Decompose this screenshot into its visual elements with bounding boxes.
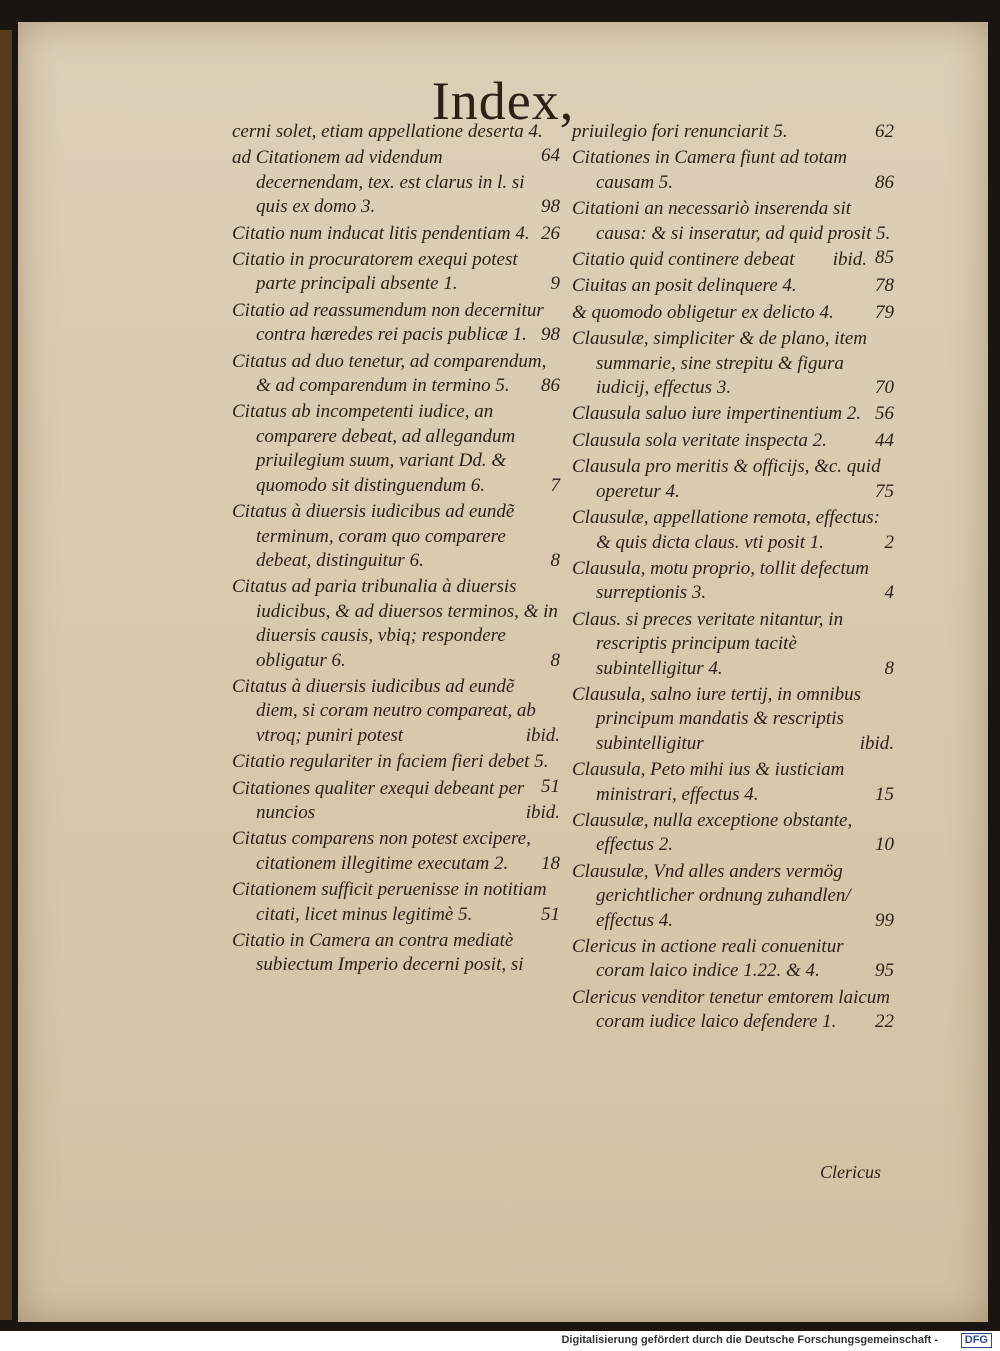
index-entry — [572, 986, 894, 1035]
index-entry-page: 44 — [875, 429, 894, 451]
index-entry-page: 62 — [875, 121, 894, 142]
index-entry-page: 85 — [875, 247, 894, 269]
index-entry-page: 4 — [884, 582, 894, 604]
index-entry-page: 51 — [541, 903, 560, 925]
index-entry-page: 95 — [875, 960, 894, 982]
index-entry — [232, 777, 560, 826]
index-entry-page: 51 — [541, 775, 560, 797]
index-entry-text: Clausula saluo iure impertinentium 2. — [572, 403, 862, 425]
index-entry — [232, 299, 560, 348]
index-entry-text: ad Citationem ad videndum decernendam, tex. est clarus in l. si quis ex domo 3. — [232, 147, 530, 218]
index-entry-text: Clausulæ, simpliciter & de plano, item summarie, sine strepitu & figura iudicij, effectus 3. — [572, 328, 872, 399]
index-entry-text: Citatus comparens non potest excipere, citationem illegitime executam 2. — [232, 828, 536, 874]
index-entry — [232, 827, 560, 876]
index-entry-text: Ciuitas an posit delinquere 4. — [572, 275, 797, 297]
index-entry-text: Citatus à diuersis iudicibus ad eundẽ terminum, coram quo comparere debeat, distinguitur 6. — [232, 501, 520, 571]
index-entry-text: priuilegio fori renunciarit 5. — [572, 121, 788, 142]
index-entry-text: Clausulæ, appellatione remota, effectus: & quis dicta claus. vti posit 1. — [572, 507, 885, 553]
digitization-footer — [0, 1331, 1000, 1351]
index-entry — [572, 506, 894, 555]
index-entry — [572, 557, 894, 606]
page-title: Index, — [431, 71, 575, 131]
index-entry-text: Clausula, Peto mihi ius & iusticiam ministrari, effectus 4. — [572, 759, 850, 805]
index-entry — [232, 120, 560, 167]
index-entry-page: 98 — [541, 196, 560, 218]
index-entry — [232, 500, 560, 573]
index-entry-text: Clericus in actione reali conuenitur coram laico indice 1.22. & 4. — [572, 936, 849, 982]
index-entry — [572, 809, 894, 858]
index-entry — [232, 750, 560, 797]
index-entry — [232, 878, 560, 927]
index-entry-page: 98 — [541, 324, 560, 346]
index-entry — [572, 683, 894, 756]
index-entry-text: & quomodo obligetur ex delicto 4. — [572, 301, 834, 323]
dfg-logo: DFG — [961, 1333, 992, 1348]
index-entry — [232, 929, 560, 978]
index-entry-page: 7 — [550, 474, 560, 496]
index-entry — [572, 935, 894, 984]
index-entry — [572, 608, 894, 681]
index-entry-text: Citatio ad reassumendum non decernitur contra hæredes rei pacis publicæ 1. — [232, 299, 549, 346]
index-entry-page: ibid. — [525, 724, 560, 746]
index-entry-page: ibid. — [525, 801, 560, 823]
index-entry-page: 8 — [550, 649, 560, 671]
index-entry-page: 75 — [875, 480, 894, 502]
index-entry — [572, 402, 894, 426]
index-entry — [232, 575, 563, 673]
index-entry-page: ibid. — [832, 249, 867, 271]
index-entry-page: 15 — [875, 783, 894, 805]
index-entry — [572, 860, 894, 933]
index-entry-text: Citationi an necessariò inserenda sit causa: & si inseratur, ad quid prosit 5. — [572, 198, 891, 244]
footer-text: Digitalisierung gefördert durch die Deutsche Forschungsgemeinschaft - — [561, 1334, 938, 1346]
index-column-right — [572, 120, 894, 1037]
index-entry-text: Citationes in Camera fiunt ad totam causam 5. — [572, 147, 852, 193]
index-entry-page: 86 — [541, 375, 560, 397]
index-entry-page: 99 — [875, 909, 894, 931]
index-entry-page: 56 — [875, 403, 894, 425]
index-entry-page: 9 — [550, 273, 560, 295]
index-entry — [572, 455, 894, 504]
index-entry — [572, 120, 894, 144]
index-entry-page: 2 — [884, 531, 894, 553]
index-entry-page: 26 — [541, 222, 560, 244]
index-entry-text: Clericus venditor tenetur emtorem laicum coram iudice laico defendere 1. — [572, 986, 895, 1033]
index-entry — [572, 301, 894, 325]
index-entry-text: Claus. si preces veritate nitantur, in rescriptis principum tacitè subintelligitur 4. — [572, 608, 848, 679]
index-entry-text: Clausula, motu proprio, tollit defectum surreptionis 3. — [572, 557, 874, 604]
index-entry-page: 70 — [875, 377, 894, 399]
index-entry — [232, 675, 560, 748]
index-entry-page: 64 — [541, 145, 560, 167]
index-entry-page: 22 — [875, 1011, 894, 1033]
index-entry — [232, 222, 560, 246]
index-entry-page: 79 — [875, 301, 894, 323]
index-entry-page: 78 — [875, 275, 894, 297]
index-entry — [572, 274, 894, 298]
index-entry-text: Citatus ad paria tribunalia à diuersis iudicibus, & ad diuersos terminos, & in diuersis causis, vbiq; respondere obligatur 6. — [232, 576, 563, 671]
index-entry-text: Clausula pro meritis & officijs, &c. quid operetur 4. — [572, 456, 886, 502]
index-entry-text: Citatus ad duo tenetur, ad comparendum, & ad comparendum in termino 5. — [232, 350, 552, 397]
index-entry — [572, 429, 894, 453]
index-entry-text: cerni solet, etiam appellatione deserta 4. — [232, 121, 543, 142]
index-entry — [572, 248, 894, 272]
index-entry-text: Citatio in procuratorem exequi potest parte principali absente 1. — [232, 249, 523, 295]
index-entry-page: 8 — [884, 657, 894, 679]
index-entry-text: Citatio in Camera an contra mediatè subiectum Imperio decerni posit, si — [232, 930, 524, 976]
index-entry-text: Clausula sola veritate inspecta 2. — [572, 429, 827, 451]
index-entry-page: ibid. — [859, 732, 894, 754]
index-entry-text: Citatus à diuersis iudicibus ad eundẽ diem, si coram neutro compareat, ab vtroq; puniri potest — [232, 675, 541, 746]
book-spine-edge — [0, 30, 12, 1320]
index-entry-page: 18 — [541, 852, 560, 874]
index-entry-text: Citatus ab incompetenti iudice, an comparere debeat, ad allegandum priuilegium suum, variant Dd. & quomodo sit distinguendum 6. — [232, 401, 521, 496]
index-entry — [232, 248, 560, 297]
index-entry-text: Citatio regulariter in faciem fieri debet 5. — [232, 751, 549, 773]
index-entry-text: Citationem sufficit peruenisse in notitiam citati, licet minus legitimè 5. — [232, 879, 552, 925]
index-entry — [572, 327, 894, 400]
index-entry — [232, 400, 560, 498]
index-entry-text: Clausulæ, nulla exceptione obstante, effectus 2. — [572, 809, 857, 856]
index-entry-page: 10 — [875, 834, 894, 856]
index-column-left — [232, 120, 563, 980]
index-entry-text: Citatio num inducat litis pendentiam 4. — [232, 222, 530, 244]
index-entry-text: Citationes qualiter exequi debeant per nuncios — [232, 777, 530, 823]
index-entry — [572, 758, 894, 807]
catchword: Clericus — [820, 1162, 881, 1182]
index-entry — [232, 350, 560, 399]
index-entry-text: Clausula, salno iure tertij, in omnibus principum mandatis & rescriptis subintelligitur — [572, 683, 866, 754]
index-entry-page: 8 — [550, 549, 560, 571]
index-entry — [232, 146, 560, 219]
index-entry-text: Citatio quid continere debeat — [572, 249, 795, 271]
index-entry-text: Clausulæ, Vnd alles anders vermög gerichtlicher ordnung zuhandlen/ effectus 4. — [572, 860, 856, 931]
index-entry — [572, 146, 894, 195]
index-entry-page: 86 — [875, 171, 894, 193]
